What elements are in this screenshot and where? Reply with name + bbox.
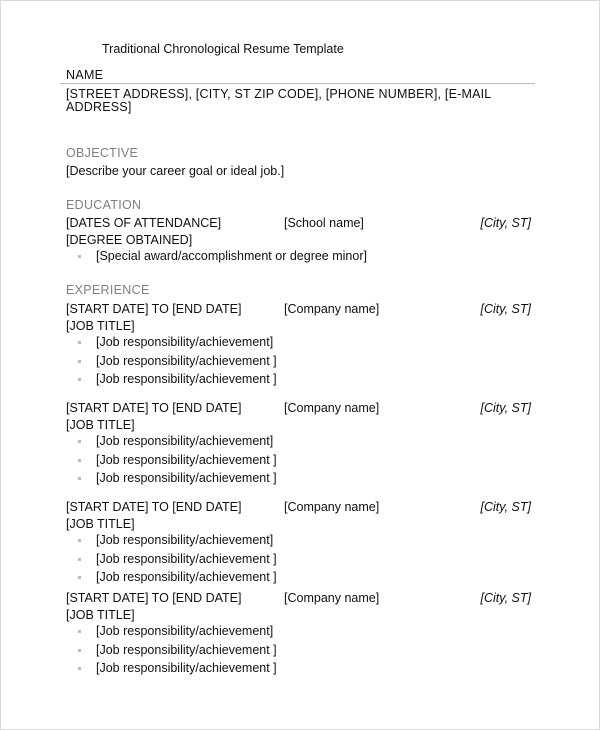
bullet-icon: [78, 360, 81, 363]
bullet-icon: [78, 667, 81, 670]
job-bullet: [Job responsibility/achievement ]: [96, 372, 277, 386]
job-dates: [START DATE] TO [END DATE]: [66, 591, 242, 605]
job-bullet: [Job responsibility/achievement]: [96, 533, 274, 547]
job-title: [JOB TITLE]: [66, 319, 135, 333]
bullet-icon: [78, 477, 81, 480]
bullet-icon: [78, 576, 81, 579]
job-bullet: [Job responsibility/achievement ]: [96, 570, 277, 584]
resume-name: NAME: [66, 68, 104, 82]
name-divider: [60, 83, 535, 84]
document-title: Traditional Chronological Resume Template: [102, 42, 344, 56]
education-bullet: [Special award/accomplishment or degree minor]: [96, 249, 367, 263]
objective-heading: OBJECTIVE: [66, 146, 139, 160]
bullet-icon: [78, 341, 81, 344]
job-title: [JOB TITLE]: [66, 608, 135, 622]
job-title: [JOB TITLE]: [66, 418, 135, 432]
job-company: [Company name]: [284, 302, 380, 316]
bullet-icon: [78, 440, 81, 443]
education-school: [School name]: [284, 216, 364, 230]
job-dates: [START DATE] TO [END DATE]: [66, 401, 242, 415]
bullet-icon: [78, 378, 81, 381]
job-bullet: [Job responsibility/achievement ]: [96, 552, 277, 566]
job-bullet: [Job responsibility/achievement ]: [96, 453, 277, 467]
job-location: [City, ST]: [480, 401, 531, 415]
job-bullet: [Job responsibility/achievement ]: [96, 471, 277, 485]
education-degree: [DEGREE OBTAINED]: [66, 233, 193, 247]
bullet-icon: [78, 459, 81, 462]
job-bullet: [Job responsibility/achievement]: [96, 434, 274, 448]
education-dates: [DATES OF ATTENDANCE]: [66, 216, 222, 230]
education-location: [City, ST]: [480, 216, 531, 230]
job-title: [JOB TITLE]: [66, 517, 135, 531]
contact-address: [STREET ADDRESS], [CITY, ST ZIP CODE], [PHONE NUMBER], [E-MAIL ADDRESS]: [66, 87, 491, 114]
job-company: [Company name]: [284, 401, 380, 415]
objective-text: [Describe your career goal or ideal job.]: [66, 164, 285, 178]
job-company: [Company name]: [284, 500, 380, 514]
job-bullet: [Job responsibility/achievement ]: [96, 661, 277, 675]
job-bullet: [Job responsibility/achievement ]: [96, 354, 277, 368]
bullet-icon: [78, 255, 81, 258]
job-location: [City, ST]: [480, 500, 531, 514]
job-dates: [START DATE] TO [END DATE]: [66, 302, 242, 316]
experience-heading: EXPERIENCE: [66, 283, 150, 297]
bullet-icon: [78, 649, 81, 652]
job-dates: [START DATE] TO [END DATE]: [66, 500, 242, 514]
job-bullet: [Job responsibility/achievement]: [96, 335, 274, 349]
job-company: [Company name]: [284, 591, 380, 605]
job-location: [City, ST]: [480, 591, 531, 605]
bullet-icon: [78, 539, 81, 542]
bullet-icon: [78, 558, 81, 561]
job-location: [City, ST]: [480, 302, 531, 316]
job-bullet: [Job responsibility/achievement]: [96, 624, 274, 638]
education-heading: EDUCATION: [66, 198, 142, 212]
bullet-icon: [78, 630, 81, 633]
job-bullet: [Job responsibility/achievement ]: [96, 643, 277, 657]
